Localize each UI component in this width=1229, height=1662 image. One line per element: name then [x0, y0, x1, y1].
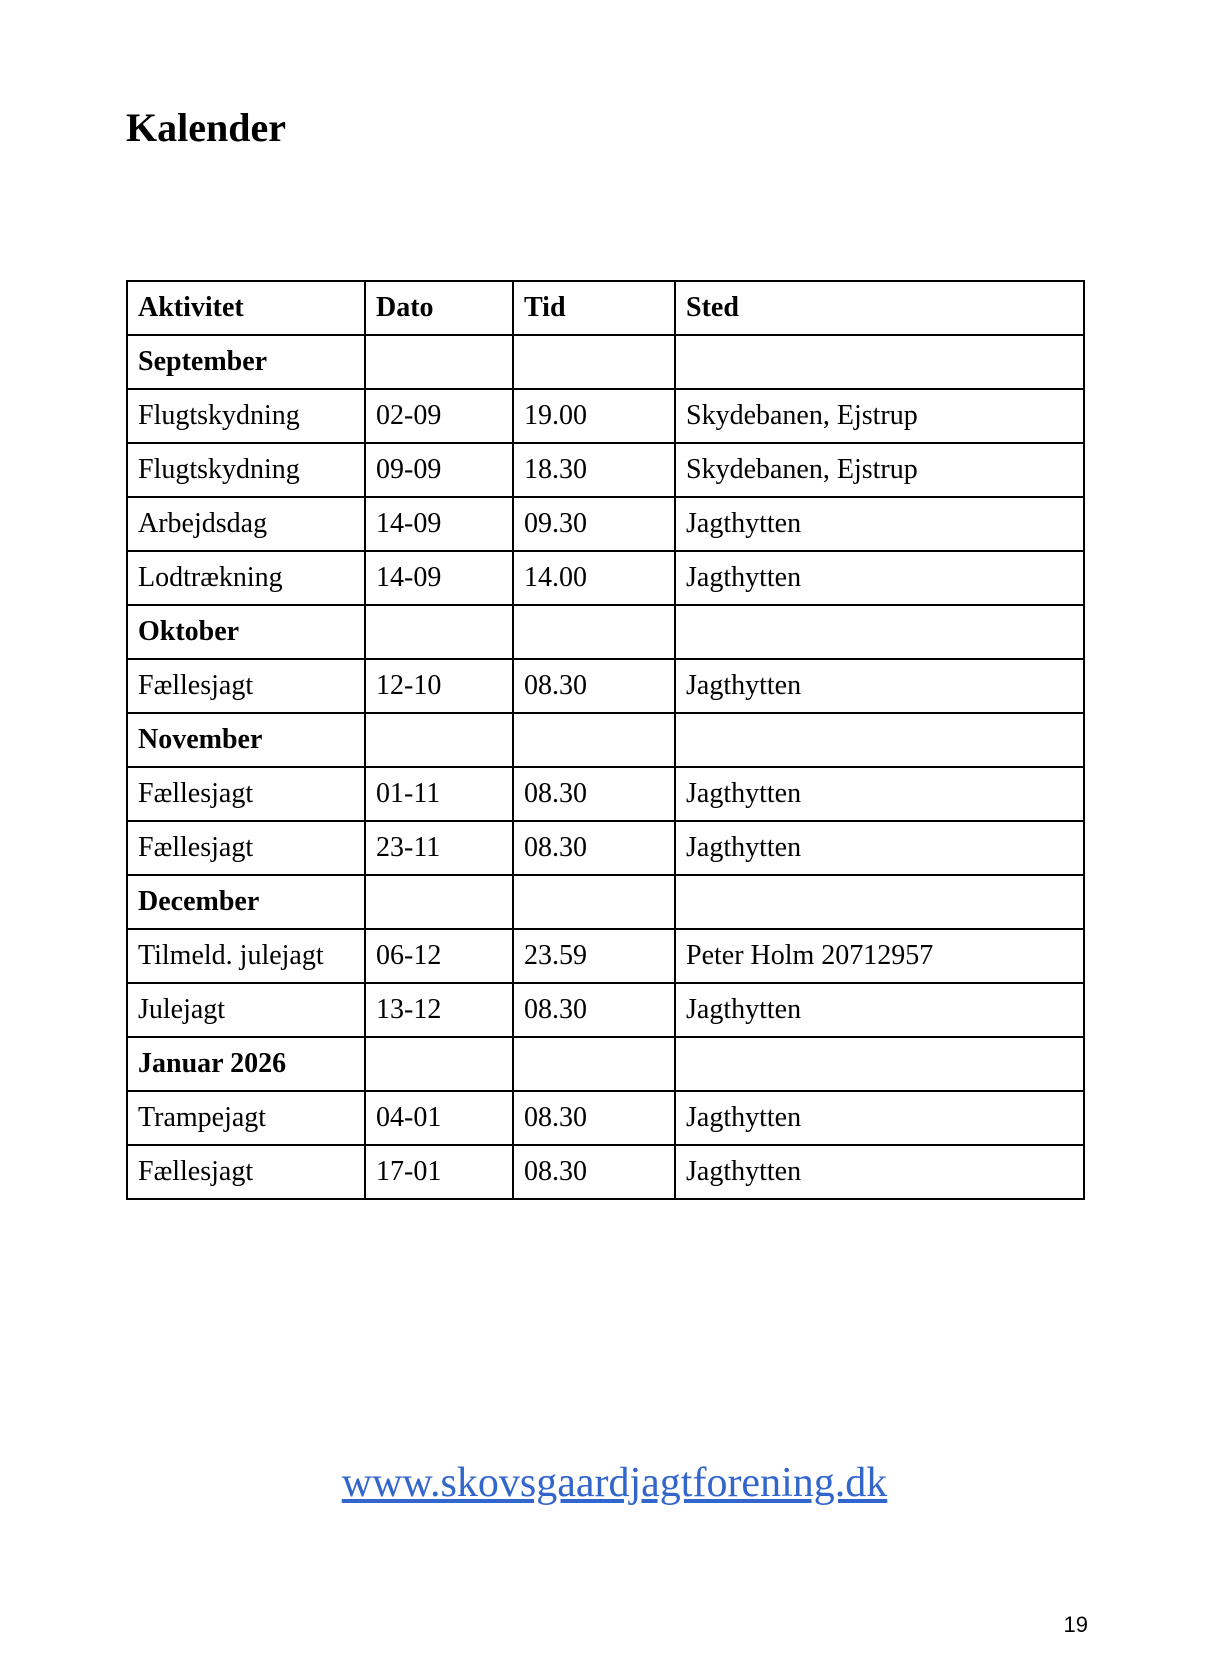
- cell-time: 23.59: [513, 929, 675, 983]
- cell-date: [365, 605, 513, 659]
- cell-place: Jagthytten: [675, 821, 1084, 875]
- cell-date: 13-12: [365, 983, 513, 1037]
- page-number: 19: [1063, 1612, 1088, 1637]
- cell-date: 01-11: [365, 767, 513, 821]
- cell-activity: Lodtrækning: [127, 551, 365, 605]
- cell-place: [675, 713, 1084, 767]
- cell-activity: Flugtskydning: [127, 389, 365, 443]
- cell-date: 14-09: [365, 551, 513, 605]
- table-row: [127, 1145, 1084, 1199]
- cell-activity: Flugtskydning: [127, 443, 365, 497]
- cell-place: Jagthytten: [675, 767, 1084, 821]
- cell-time: 19.00: [513, 389, 675, 443]
- header-time: Tid: [513, 281, 675, 335]
- month-row: [127, 605, 1084, 659]
- month-row: [127, 335, 1084, 389]
- cell-date: 14-09: [365, 497, 513, 551]
- cell-time: 08.30: [513, 659, 675, 713]
- table-row: [127, 1091, 1084, 1145]
- cell-time: 18.30: [513, 443, 675, 497]
- cell-activity: Fællesjagt: [127, 659, 365, 713]
- cell-time: 08.30: [513, 983, 675, 1037]
- table-row: [127, 767, 1084, 821]
- month-label: November: [127, 713, 365, 767]
- cell-time: 08.30: [513, 1091, 675, 1145]
- calendar-table: [126, 280, 1085, 1200]
- cell-place: [675, 605, 1084, 659]
- cell-time: [513, 605, 675, 659]
- cell-date: [365, 713, 513, 767]
- month-label: December: [127, 875, 365, 929]
- month-row: [127, 1037, 1084, 1091]
- cell-place: [675, 335, 1084, 389]
- cell-date: [365, 1037, 513, 1091]
- cell-activity: Fællesjagt: [127, 1145, 365, 1199]
- table-row: [127, 551, 1084, 605]
- cell-place: Skydebanen, Ejstrup: [675, 389, 1084, 443]
- cell-date: [365, 875, 513, 929]
- cell-place: Jagthytten: [675, 497, 1084, 551]
- cell-activity: Arbejdsdag: [127, 497, 365, 551]
- cell-activity: Tilmeld. julejagt: [127, 929, 365, 983]
- table-row: [127, 983, 1084, 1037]
- month-row: [127, 875, 1084, 929]
- cell-place: Jagthytten: [675, 551, 1084, 605]
- cell-place: Jagthytten: [675, 1145, 1084, 1199]
- cell-time: [513, 335, 675, 389]
- header-place: Sted: [675, 281, 1084, 335]
- cell-place: [675, 1037, 1084, 1091]
- cell-place: Jagthytten: [675, 983, 1084, 1037]
- month-row: [127, 713, 1084, 767]
- cell-time: [513, 875, 675, 929]
- table-row: [127, 389, 1084, 443]
- cell-date: 17-01: [365, 1145, 513, 1199]
- cell-place: Jagthytten: [675, 1091, 1084, 1145]
- month-label: Januar 2026: [127, 1037, 365, 1091]
- table-row: [127, 929, 1084, 983]
- cell-activity: Fællesjagt: [127, 821, 365, 875]
- header-date: Dato: [365, 281, 513, 335]
- cell-date: 02-09: [365, 389, 513, 443]
- cell-activity: Fællesjagt: [127, 767, 365, 821]
- table-header-row: [127, 281, 1084, 335]
- cell-place: Skydebanen, Ejstrup: [675, 443, 1084, 497]
- cell-date: 06-12: [365, 929, 513, 983]
- cell-place: Peter Holm 20712957: [675, 929, 1084, 983]
- table-row: [127, 821, 1084, 875]
- cell-date: 04-01: [365, 1091, 513, 1145]
- header-activity: Aktivitet: [127, 281, 365, 335]
- cell-time: 08.30: [513, 821, 675, 875]
- month-label: September: [127, 335, 365, 389]
- cell-place: [675, 875, 1084, 929]
- cell-activity: Julejagt: [127, 983, 365, 1037]
- cell-time: 09.30: [513, 497, 675, 551]
- cell-date: [365, 335, 513, 389]
- cell-activity: Trampejagt: [127, 1091, 365, 1145]
- table-row: [127, 497, 1084, 551]
- website-link[interactable]: www.skovsgaardjagtforening.dk: [341, 1460, 888, 1506]
- cell-time: 14.00: [513, 551, 675, 605]
- cell-time: [513, 1037, 675, 1091]
- table-row: [127, 659, 1084, 713]
- cell-date: 09-09: [365, 443, 513, 497]
- table-row: [127, 443, 1084, 497]
- cell-time: 08.30: [513, 1145, 675, 1199]
- cell-place: Jagthytten: [675, 659, 1084, 713]
- cell-date: 23-11: [365, 821, 513, 875]
- month-label: Oktober: [127, 605, 365, 659]
- cell-time: [513, 713, 675, 767]
- page-title: Kalender: [126, 105, 286, 150]
- cell-time: 08.30: [513, 767, 675, 821]
- cell-date: 12-10: [365, 659, 513, 713]
